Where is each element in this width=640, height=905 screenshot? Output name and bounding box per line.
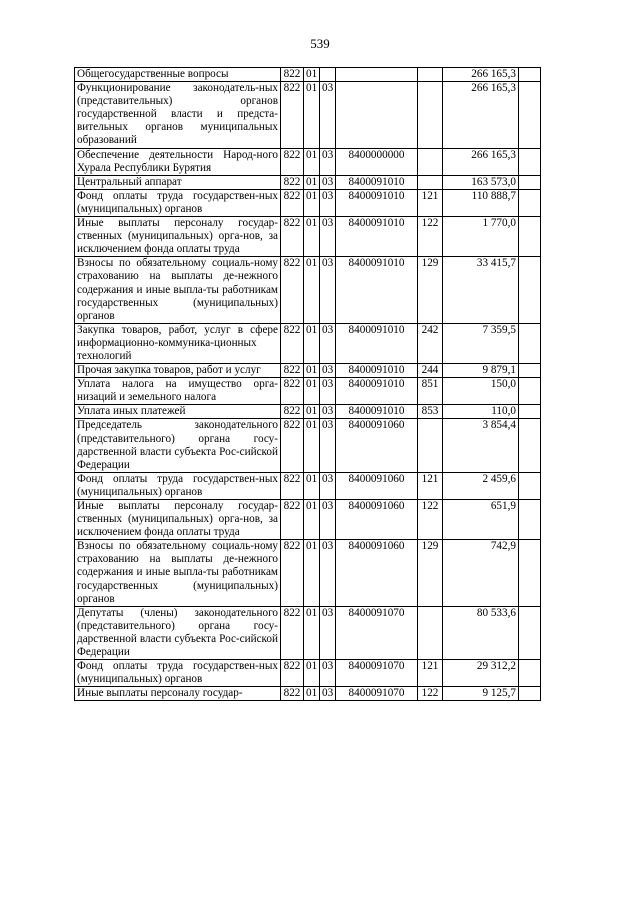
expense-type-cell — [418, 175, 443, 189]
grbs-code-cell: 822 — [281, 472, 304, 499]
target-article-cell: 8400091070 — [336, 660, 418, 687]
grbs-code-cell: 822 — [281, 500, 304, 540]
table-row — [75, 419, 541, 472]
subsection-code-cell: 03 — [320, 82, 336, 148]
grbs-code-cell: 822 — [281, 364, 304, 378]
empty-cell — [519, 82, 541, 148]
subsection-code-cell: 03 — [320, 419, 336, 472]
table-row — [75, 472, 541, 499]
table-row — [75, 378, 541, 405]
empty-cell — [519, 405, 541, 419]
expense-type-cell: 242 — [418, 323, 443, 363]
subsection-code-cell: 03 — [320, 606, 336, 659]
empty-cell — [519, 540, 541, 606]
table-row — [75, 500, 541, 540]
subsection-code-cell: 03 — [320, 500, 336, 540]
subsection-code-cell: 03 — [320, 148, 336, 175]
amount-cell: 9 879,1 — [443, 364, 519, 378]
empty-cell — [519, 364, 541, 378]
amount-cell: 110 888,7 — [443, 189, 519, 216]
table-row — [75, 148, 541, 175]
table-row — [75, 175, 541, 189]
amount-cell: 110,0 — [443, 405, 519, 419]
amount-cell: 7 359,5 — [443, 323, 519, 363]
section-code-cell: 01 — [304, 323, 320, 363]
empty-cell — [519, 68, 541, 82]
table-body — [75, 68, 541, 701]
section-code-cell: 01 — [304, 606, 320, 659]
expense-type-cell: 244 — [418, 364, 443, 378]
grbs-code-cell: 822 — [281, 660, 304, 687]
empty-cell — [519, 148, 541, 175]
table-row — [75, 323, 541, 363]
table-row — [75, 606, 541, 659]
target-article-cell: 8400000000 — [336, 148, 418, 175]
amount-cell: 150,0 — [443, 378, 519, 405]
target-article-cell — [336, 68, 418, 82]
expense-type-cell — [418, 68, 443, 82]
subsection-code-cell: 03 — [320, 687, 336, 701]
subsection-code-cell: 03 — [320, 364, 336, 378]
table-row — [75, 405, 541, 419]
subsection-code-cell: 03 — [320, 660, 336, 687]
amount-cell: 29 312,2 — [443, 660, 519, 687]
section-code-cell: 01 — [304, 175, 320, 189]
expense-name-cell: Уплата налога на имущество орга-низаций и земельного налога — [75, 378, 281, 405]
target-article-cell: 8400091010 — [336, 217, 418, 257]
section-code-cell: 01 — [304, 500, 320, 540]
table-row — [75, 217, 541, 257]
grbs-code-cell: 822 — [281, 189, 304, 216]
section-code-cell: 01 — [304, 378, 320, 405]
section-code-cell: 01 — [304, 364, 320, 378]
empty-cell — [519, 189, 541, 216]
expense-name-cell: Фонд оплаты труда государствен-ных (муниципальных) органов — [75, 660, 281, 687]
expense-type-cell — [418, 148, 443, 175]
expense-name-cell: Закупка товаров, работ, услуг в сфере информационно-коммуника-ционных технологий — [75, 323, 281, 363]
grbs-code-cell: 822 — [281, 687, 304, 701]
grbs-code-cell: 822 — [281, 419, 304, 472]
expense-name-cell: Обеспечение деятельности Народ-ного Хурала Республики Бурятия — [75, 148, 281, 175]
section-code-cell: 01 — [304, 419, 320, 472]
expense-type-cell — [418, 606, 443, 659]
expense-name-cell: Уплата иных платежей — [75, 405, 281, 419]
section-code-cell: 01 — [304, 472, 320, 499]
amount-cell: 2 459,6 — [443, 472, 519, 499]
subsection-code-cell: 03 — [320, 472, 336, 499]
section-code-cell: 01 — [304, 405, 320, 419]
grbs-code-cell: 822 — [281, 378, 304, 405]
empty-cell — [519, 660, 541, 687]
expense-type-cell: 129 — [418, 257, 443, 323]
expense-type-cell: 853 — [418, 405, 443, 419]
target-article-cell: 8400091010 — [336, 175, 418, 189]
empty-cell — [519, 323, 541, 363]
table-row — [75, 82, 541, 148]
empty-cell — [519, 217, 541, 257]
section-code-cell: 01 — [304, 257, 320, 323]
grbs-code-cell: 822 — [281, 606, 304, 659]
expense-name-cell: Иные выплаты персоналу государ-ственных (муниципальных) орга-нов, за исключением фонда оплаты труда — [75, 217, 281, 257]
budget-table — [74, 67, 541, 701]
target-article-cell: 8400091010 — [336, 378, 418, 405]
amount-cell: 1 770,0 — [443, 217, 519, 257]
table-row — [75, 189, 541, 216]
expense-type-cell: 121 — [418, 472, 443, 499]
expense-name-cell: Фонд оплаты труда государствен-ных (муниципальных) органов — [75, 472, 281, 499]
target-article-cell: 8400091010 — [336, 364, 418, 378]
table-row — [75, 540, 541, 606]
grbs-code-cell: 822 — [281, 217, 304, 257]
amount-cell: 3 854,4 — [443, 419, 519, 472]
page-number: 539 — [310, 36, 330, 51]
target-article-cell: 8400091070 — [336, 687, 418, 701]
expense-name-cell: Иные выплаты персоналу государ-ственных (муниципальных) орга-нов, за исключением фонда оплаты труда — [75, 500, 281, 540]
grbs-code-cell: 822 — [281, 82, 304, 148]
expense-type-cell — [418, 419, 443, 472]
grbs-code-cell: 822 — [281, 68, 304, 82]
expense-type-cell: 129 — [418, 540, 443, 606]
empty-cell — [519, 606, 541, 659]
subsection-code-cell: 03 — [320, 405, 336, 419]
expense-type-cell: 122 — [418, 500, 443, 540]
expense-type-cell: 851 — [418, 378, 443, 405]
amount-cell: 742,9 — [443, 540, 519, 606]
table-row — [75, 257, 541, 323]
target-article-cell: 8400091070 — [336, 606, 418, 659]
amount-cell: 266 165,3 — [443, 82, 519, 148]
target-article-cell: 8400091010 — [336, 257, 418, 323]
subsection-code-cell: 03 — [320, 378, 336, 405]
target-article-cell — [336, 82, 418, 148]
amount-cell: 33 415,7 — [443, 257, 519, 323]
table-row — [75, 68, 541, 82]
table-row — [75, 660, 541, 687]
target-article-cell: 8400091060 — [336, 540, 418, 606]
empty-cell — [519, 175, 541, 189]
expense-type-cell: 121 — [418, 189, 443, 216]
grbs-code-cell: 822 — [281, 257, 304, 323]
target-article-cell: 8400091010 — [336, 323, 418, 363]
expense-type-cell: 121 — [418, 660, 443, 687]
expense-name-cell: Функционирование законодатель-ных (представительных) органов государственной власти и предста-вительных органов муниципальных образований — [75, 82, 281, 148]
section-code-cell: 01 — [304, 217, 320, 257]
grbs-code-cell: 822 — [281, 540, 304, 606]
amount-cell: 80 533,6 — [443, 606, 519, 659]
section-code-cell: 01 — [304, 189, 320, 216]
table-row — [75, 687, 541, 701]
expense-name-cell: Депутаты (члены) законодательного (представительного) органа госу-дарственной власти субъекта Рос-сийской Федерации — [75, 606, 281, 659]
empty-cell — [519, 687, 541, 701]
empty-cell — [519, 419, 541, 472]
amount-cell: 266 165,3 — [443, 68, 519, 82]
section-code-cell: 01 — [304, 660, 320, 687]
subsection-code-cell: 03 — [320, 323, 336, 363]
target-article-cell: 8400091060 — [336, 419, 418, 472]
amount-cell: 163 573,0 — [443, 175, 519, 189]
expense-name-cell: Фонд оплаты труда государствен-ных (муниципальных) органов — [75, 189, 281, 216]
target-article-cell: 8400091060 — [336, 472, 418, 499]
expense-name-cell: Иные выплаты персоналу государ- — [75, 687, 281, 701]
grbs-code-cell: 822 — [281, 323, 304, 363]
target-article-cell: 8400091010 — [336, 405, 418, 419]
expense-type-cell — [418, 82, 443, 148]
subsection-code-cell: 03 — [320, 540, 336, 606]
subsection-code-cell — [320, 68, 336, 82]
expense-name-cell: Прочая закупка товаров, работ и услуг — [75, 364, 281, 378]
expense-name-cell: Взносы по обязательному социаль-ному страхованию на выплаты де-нежного содержания и иные выпла-ты работникам государственных (муниципальных) органов — [75, 257, 281, 323]
empty-cell — [519, 378, 541, 405]
expense-name-cell: Взносы по обязательному социаль-ному страхованию на выплаты де-нежного содержания и иные выпла-ты работникам государственных (муниципальных) органов — [75, 540, 281, 606]
subsection-code-cell: 03 — [320, 189, 336, 216]
table-row — [75, 364, 541, 378]
target-article-cell: 8400091060 — [336, 500, 418, 540]
grbs-code-cell: 822 — [281, 148, 304, 175]
amount-cell: 651,9 — [443, 500, 519, 540]
section-code-cell: 01 — [304, 68, 320, 82]
expense-name-cell: Председатель законодательного (представительного) органа госу-дарственной власти субъекта Рос-сийской Федерации — [75, 419, 281, 472]
section-code-cell: 01 — [304, 540, 320, 606]
amount-cell: 266 165,3 — [443, 148, 519, 175]
section-code-cell: 01 — [304, 82, 320, 148]
expense-type-cell: 122 — [418, 687, 443, 701]
expense-name-cell: Общегосударственные вопросы — [75, 68, 281, 82]
amount-cell: 9 125,7 — [443, 687, 519, 701]
subsection-code-cell: 03 — [320, 217, 336, 257]
subsection-code-cell: 03 — [320, 175, 336, 189]
expense-type-cell: 122 — [418, 217, 443, 257]
section-code-cell: 01 — [304, 687, 320, 701]
empty-cell — [519, 500, 541, 540]
empty-cell — [519, 472, 541, 499]
expense-name-cell: Центральный аппарат — [75, 175, 281, 189]
section-code-cell: 01 — [304, 148, 320, 175]
grbs-code-cell: 822 — [281, 175, 304, 189]
target-article-cell: 8400091010 — [336, 189, 418, 216]
subsection-code-cell: 03 — [320, 257, 336, 323]
grbs-code-cell: 822 — [281, 405, 304, 419]
empty-cell — [519, 257, 541, 323]
